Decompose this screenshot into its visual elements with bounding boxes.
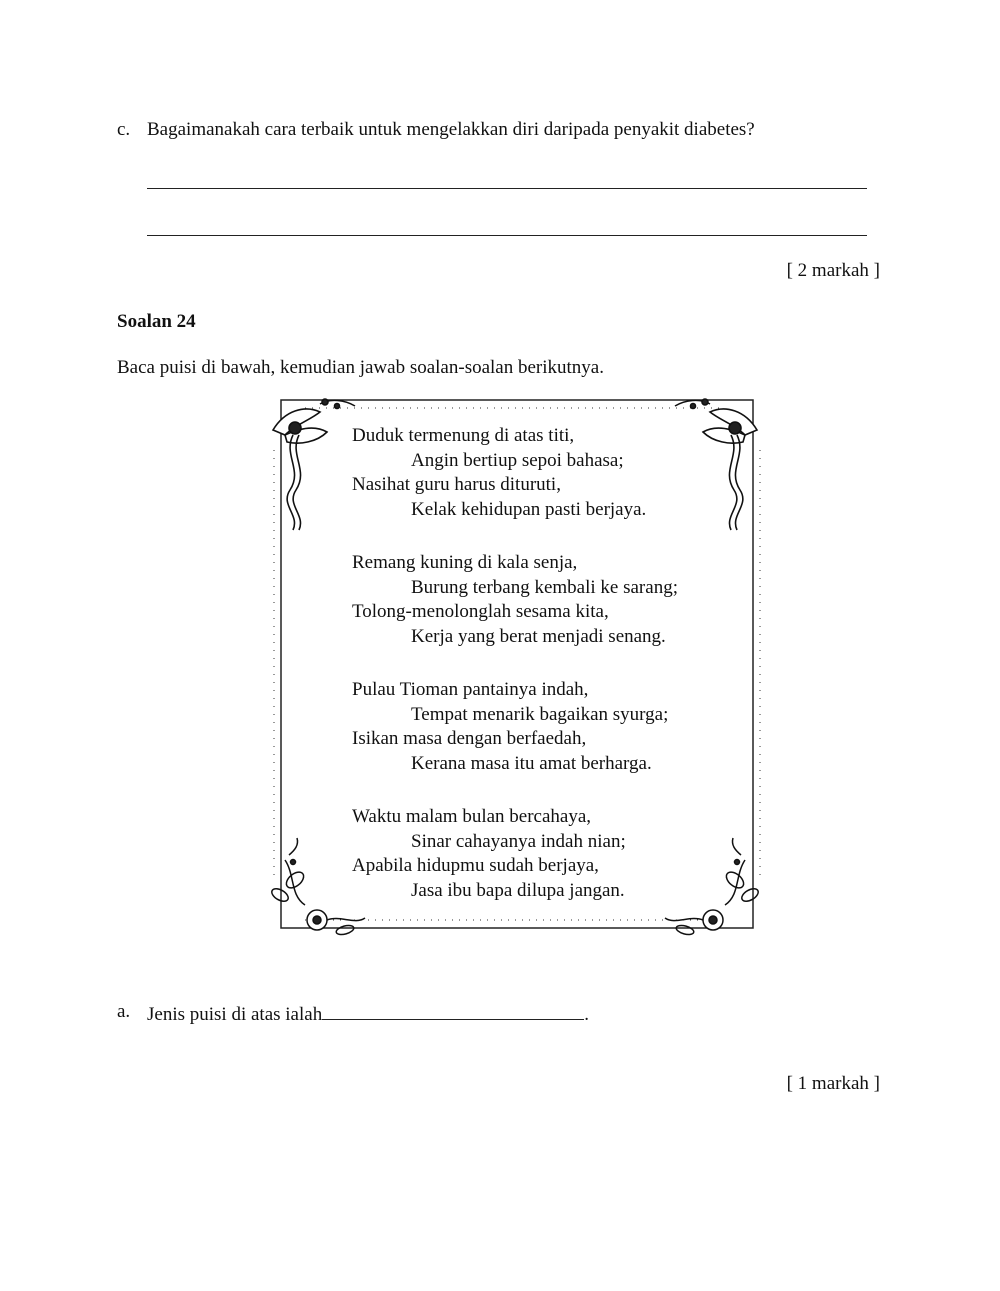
poem-line: Kerja yang berat menjadi senang. [411, 625, 666, 647]
poem-line: Waktu malam bulan bercahaya, [352, 806, 592, 827]
question-a-marks: [ 1 markah ] [786, 1073, 880, 1094]
poem-line: Remang kuning di kala senja, [352, 552, 578, 573]
answer-line-1[interactable] [147, 188, 867, 189]
poem-line: Tolong-menolonglah sesama kita, [352, 601, 609, 622]
poem-stanza-1 [352, 424, 678, 522]
poem-line: Angin bertiup sepoi bahasa; [411, 449, 624, 471]
poem-line: Kelak kehidupan pasti berjaya. [411, 498, 647, 520]
question-a-end: . [584, 1004, 589, 1025]
poem-line: Nasihat guru harus dituruti, [352, 474, 561, 495]
question-a-text: Jenis puisi di atas ialah [147, 1004, 323, 1025]
answer-line-2[interactable] [147, 235, 867, 236]
poem-line: Pulau Tioman pantainya indah, [352, 679, 589, 700]
question-c-label: c. [117, 119, 131, 140]
poem-line: Duduk termenung di atas titi, [352, 425, 575, 446]
poem-line: Isikan masa dengan berfaedah, [352, 728, 587, 749]
poem-line: Apabila hidupmu sudah berjaya, [352, 855, 599, 876]
poem [352, 424, 678, 903]
poem-stanza-4 [352, 805, 678, 903]
poem-line: Tempat menarik bagaikan syurga; [411, 703, 669, 725]
question-a-label: a. [117, 1001, 131, 1022]
question-c-marks: [ 2 markah ] [786, 260, 880, 281]
poem-stanza-2 [352, 551, 678, 649]
poem-line: Jasa ibu bapa dilupa jangan. [411, 879, 625, 901]
poem-line: Burung terbang kembali ke sarang; [411, 576, 678, 598]
question-24-heading: Soalan 24 [117, 311, 196, 332]
question-24-instruction: Baca puisi di bawah, kemudian jawab soalan-soalan berikutnya. [117, 357, 604, 378]
question-c-text: Bagaimanakah cara terbaik untuk mengelakkan diri daripada penyakit diabetes? [147, 119, 755, 140]
poem-line: Sinar cahayanya indah nian; [411, 830, 626, 852]
question-a-line [147, 1001, 589, 1026]
question-a-answer-blank[interactable] [322, 1001, 584, 1020]
poem-line: Kerana masa itu amat berharga. [411, 752, 652, 774]
poem-stanza-3 [352, 678, 678, 776]
